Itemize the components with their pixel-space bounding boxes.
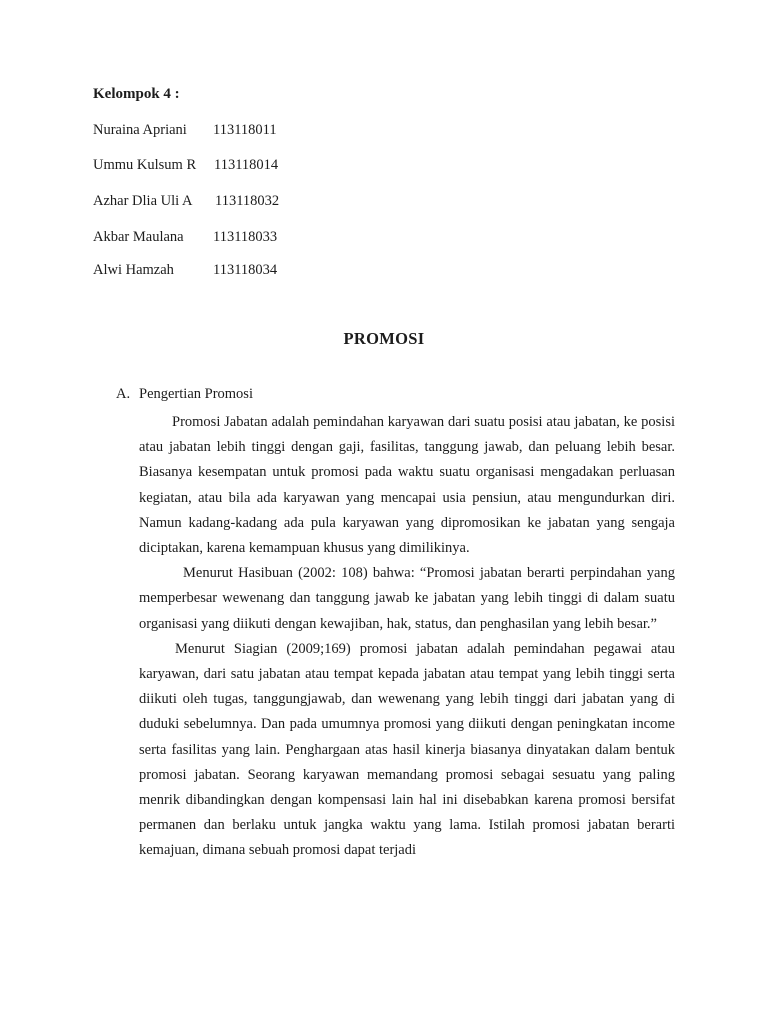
paragraph-lead: Promosi Jabatan adalah (172, 414, 310, 430)
member-row (93, 157, 279, 174)
section-body (139, 410, 675, 864)
member-name: Akbar Maulana (93, 229, 184, 245)
section-heading-text: Pengertian Promosi (139, 386, 253, 402)
member-row (93, 262, 278, 279)
member-name: Azhar Dlia Uli A (93, 193, 193, 209)
member-name: Nuraina Apriani (93, 122, 187, 138)
member-nim: 113118032 (215, 193, 280, 209)
member-name: Alwi Hamzah (93, 262, 174, 278)
member-nim: 113118011 (213, 122, 277, 138)
paragraph: Menurut Hasibuan (2002: 108) bahwa: “Promosi jabatan berarti perpindahan yang memperbesar wewenang dan tanggung jawab ke jabatan yang lebih tinggi di dalam suatu organisasi yang diikuti dengan kewajiban, hak, status, dan penghasilan yang lebih besar.” (139, 565, 675, 632)
paragraph: Menurut Siagian (2009;169) promosi jabatan adalah pemindahan pegawai atau karyawan, dari satu jabatan atau tempat kepada jabatan atau tempat yang lebih tinggi serta diikuti oleh tugas, tanggungjawab, dan wewenang yang lebih tinggi dari jabatan yang di duduki sebelumnya. Dan pada umumnya promosi yang diikuti dengan peningkatan income serta fasilitas yang lain. Penghargaan atas hasil kinerja biasanya dinyatakan dalam bentuk promosi jabatan. Seorang karyawan memandang promosi sebagai sesuatu yang paling menrik dibandingkan dengan kompensasi lain hal ini disebabkan karena promosi bersifat permanen dan berlaku untuk jangka waktu yang lama. Istilah promosi jabatan berarti kemajuan, dimana sebuah promosi dapat terjadi (139, 640, 675, 859)
member-name: Ummu Kulsum R (93, 157, 197, 173)
member-nim: 113118033 (213, 229, 278, 245)
group-heading: Kelompok 4 : (93, 86, 180, 102)
document-title: PROMOSI (343, 329, 425, 348)
member-row (93, 229, 278, 246)
member-nim: 113118014 (214, 157, 279, 173)
paragraph-text: pemindahan karyawan dari suatu posisi atau jabatan, ke posisi atau jabatan lebih tinggi dengan gaji, fasilitas, tanggung jawab, dan peluang lebih besar. Biasanya kesempatan untuk promosi pada waktu suatu organisasi mengadakan perluasan kegiatan, atau bila ada karyawan yang mencapai usia pensiun, atau mengundurkan diri. Namun kadang-kadang ada pula karyawan yang dipromosikan ke jabatan yang sengaja diciptakan, karena kemampuan khusus yang dimilikinya. (139, 414, 675, 557)
section-heading (116, 386, 253, 403)
member-row (93, 193, 280, 210)
paragraph (139, 410, 675, 561)
member-row (93, 122, 277, 139)
member-nim: 113118034 (213, 262, 278, 278)
section-marker: A. (116, 386, 131, 402)
